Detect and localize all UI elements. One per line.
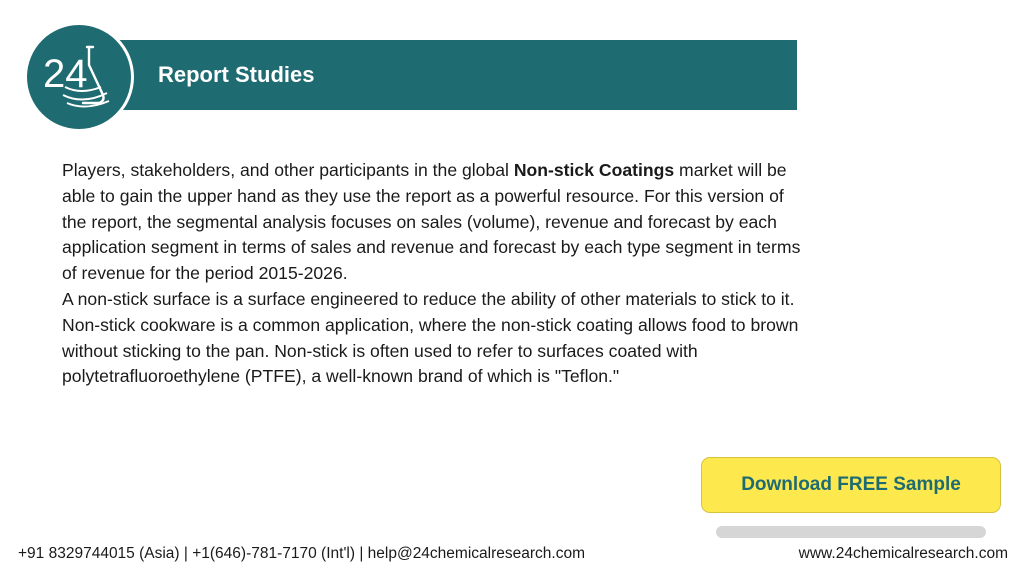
logo-text: 24 <box>43 52 88 96</box>
description-paragraph-2: A non-stick surface is a surface engineered to reduce the ability of other materials to stick to it. Non-stick cookware is a common application, where the non-stick coating allows food to brown without sticking to the pan. Non-stick is often used to refer to surfaces coated with polytetrafluoroethylene (PTFE), a well-known brand of which is "Teflon." <box>62 288 799 387</box>
paragraph-1-rest: market will be able to gain the upper hand as they use the report as a powerful resource. For this version of the report, the segmental analysis focuses on sales (volume), revenue and forecast by each application segment in terms of sales and revenue and forecast by each type segment in terms of revenue for the period 2015-2026. <box>62 160 801 284</box>
description-paragraph-1 <box>62 158 807 287</box>
footer-website-link[interactable]: www.24chemicalresearch.com <box>798 545 1008 562</box>
paragraph-1-intro: Players, stakeholders, and other participants in the global <box>62 160 514 180</box>
download-sample-button[interactable]: Download FREE Sample <box>701 457 1001 513</box>
report-description <box>62 158 807 390</box>
page-title: Report Studies <box>158 62 315 87</box>
footer-contact: +91 8329744015 (Asia) | +1(646)-781-7170 (Int'l) | help@24chemicalresearch.com <box>18 545 585 562</box>
button-shadow <box>716 526 986 538</box>
market-name: Non-stick Coatings <box>513 160 675 180</box>
